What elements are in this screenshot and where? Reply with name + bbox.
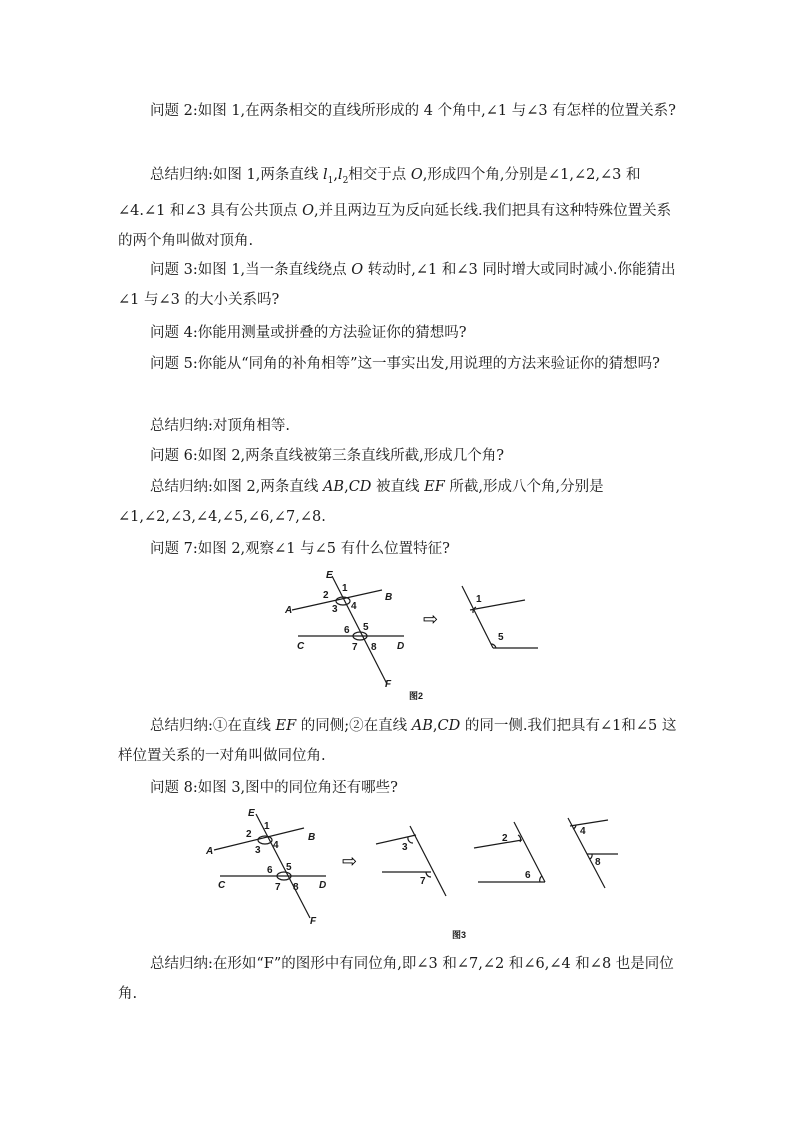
detail-angle-7: 7: [420, 876, 426, 887]
question-4: 问题 4:你能用测量或拼叠的方法验证你的猜想吗?: [150, 325, 467, 341]
angle-6: 6: [344, 625, 350, 636]
detail1-arc-7: [426, 872, 431, 877]
line-ef: [332, 576, 387, 684]
figure-3-caption: 图3: [452, 930, 467, 940]
angle-2: 2: [323, 590, 329, 601]
label-C: C: [297, 641, 305, 652]
summary-equal: 总结归纳:对顶角相等.: [150, 418, 290, 434]
label-F: F: [385, 679, 392, 690]
summary-corresponding: 总结归纳:①在直线 EF 的同侧;②在直线 AB,CD 的同一侧.我们把具有∠1和∠5 这样位置关系的一对角叫做同位角.: [118, 718, 677, 764]
label-B: B: [308, 832, 316, 843]
summary-f-shape: 总结归纳:在形如“F”的图形中有同位角,即∠3 和∠7,∠2 和∠6,∠4 和∠8 也是同位角.: [118, 956, 674, 1002]
label-E: E: [326, 570, 333, 581]
question-6: 问题 6:如图 2,两条直线被第三条直线所截,形成几个角?: [150, 448, 505, 464]
angle-2: 2: [246, 829, 252, 840]
angle-7: 7: [352, 642, 358, 653]
label-B: B: [385, 592, 393, 603]
angle-5: 5: [286, 862, 292, 873]
angle-4: 4: [273, 840, 279, 851]
angle-8: 8: [293, 882, 299, 893]
question-7: 问题 7:如图 2,观察∠1 与∠5 有什么位置特征?: [150, 541, 450, 557]
summary-vertical-angles: 总结归纳:如图 1,两条直线 $l_1,l_2$相交于点 O,形成四个角,分别是∠1,∠2,∠3 和∠4.∠1 和∠3 具有公共顶点 O,并且两边互为反向延长线.我们把具有这种特殊位置关系的两个角叫做对顶角.: [118, 167, 672, 249]
detail-angle-6: 6: [525, 870, 531, 881]
detail-angle-5: 5: [498, 632, 504, 643]
label-A: A: [285, 605, 293, 616]
angle-7: 7: [275, 882, 281, 893]
angle-4: 4: [351, 601, 357, 612]
detail-angle-8: 8: [595, 857, 601, 868]
angle-1: 1: [264, 821, 270, 832]
angle-1: 1: [342, 583, 348, 594]
detail1-arc-3: [408, 837, 413, 843]
angle-3: 3: [332, 604, 338, 615]
label-D: D: [397, 641, 405, 652]
angle-5: 5: [363, 622, 369, 633]
detail-angle-2: 2: [502, 833, 508, 844]
figure-2: [280, 566, 560, 704]
summary-eight-angles: 总结归纳:如图 2,两条直线 AB,CD 被直线 EF 所截,形成八个角,分别是∠1,∠2,∠3,∠4,∠5,∠6,∠7,∠8.: [118, 479, 604, 525]
question-5: 问题 5:你能从“同角的补角相等”这一事实出发,用说理的方法来验证你的猜想吗?: [150, 356, 660, 372]
question-8: 问题 8:如图 3,图中的同位角还有哪些?: [150, 780, 398, 796]
label-D: D: [319, 880, 327, 891]
arrow-right-icon: ⇨: [423, 609, 439, 629]
detail1-transversal: [410, 826, 446, 896]
angle-6: 6: [267, 865, 273, 876]
question-2: 问题 2:如图 1,在两条相交的直线所形成的 4 个角中,∠1 与∠3 有怎样的位置关系?: [150, 103, 676, 119]
label-A: A: [206, 846, 214, 857]
label-E: E: [248, 808, 255, 819]
detail-angle-1: 1: [476, 594, 482, 605]
angle-8: 8: [371, 642, 377, 653]
angle-3: 3: [255, 845, 261, 856]
label-C: C: [218, 880, 226, 891]
arrow-right-icon: ⇨: [342, 851, 358, 871]
detail2-arc-6: [540, 876, 542, 882]
detail-angle-3: 3: [402, 842, 408, 853]
detail-angle-4: 4: [580, 826, 586, 837]
detail2-upper-line: [474, 840, 522, 848]
label-F: F: [310, 916, 317, 927]
figure-3: [200, 804, 630, 944]
question-3: 问题 3:如图 1,当一条直线绕点 O 转动时,∠1 和∠3 同时增大或同时减小.你能猜出∠1 与∠3 的大小关系吗?: [118, 262, 676, 308]
detail3-arc-8: [590, 854, 592, 859]
figure-2-caption: 图2: [409, 691, 424, 701]
